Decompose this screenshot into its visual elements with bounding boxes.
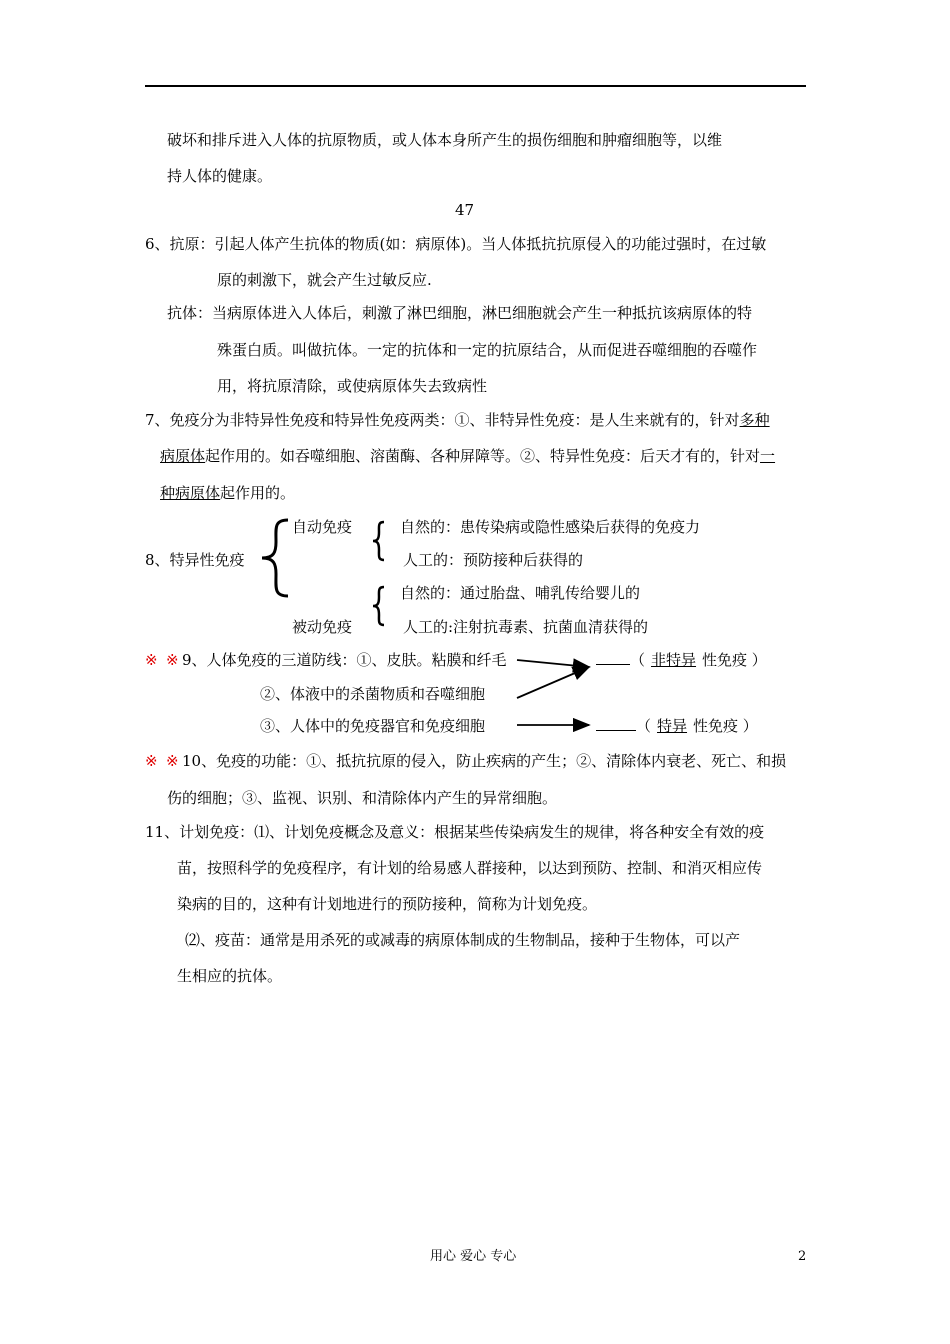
item7-line-1 (145, 410, 770, 430)
item9-line-2: ②、体液中的杀菌物质和吞噬细胞 (260, 685, 486, 703)
passive-immunity-label: 被动免疫 (292, 618, 353, 636)
passive-brace-icon (370, 585, 386, 627)
item7-line-3 (160, 483, 295, 503)
item9-line-1: 9、人体免疫的三道防线：①、皮肤。粘膜和纤毛 (182, 651, 507, 669)
item7-line-3-text: 起作用的。 (220, 484, 296, 502)
passive-natural: 自然的：通过胎盘、哺乳传给婴儿的 (400, 584, 641, 602)
vaccine-line-2: 生相应的抗体。 (177, 967, 283, 985)
item9-answer-2-close: 性免疫 ） (693, 717, 758, 735)
passive-artificial: 人工的:注射抗毒素、抗菌血清获得的 (403, 618, 649, 636)
item7-line-1-text: 7、免疫分为非特异性免疫和特异性免疫两类：①、非特异性免疫：是人生来就有的，针对 (145, 411, 740, 429)
page-number: 2 (798, 1249, 807, 1264)
arrow-right-icon (515, 718, 595, 732)
footer-slogan: 用心 爱心 专心 (430, 1249, 517, 1264)
item9-answer-nonspecific: 非特异 (651, 651, 697, 669)
item7-underline-one-pathogen: 种病原体 (160, 484, 221, 502)
item10-line-2: 伤的细胞；③、监视、识别、和清除体内产生的异常细胞。 (167, 789, 558, 807)
item7-underline-many-pathogens: 多种 (739, 411, 770, 429)
item9-mark-1: ※ (145, 651, 158, 669)
item11-line-1: 11、计划免疫：⑴、计划免疫概念及意义：根据某些传染病发生的规律，将各种安全有效的疫 (145, 823, 765, 841)
antibody-line-1: 抗体：当病原体进入人体后，刺激了淋巴细胞，淋巴细胞就会产生一种抵抗该病原体的特 (167, 304, 753, 322)
header-rule (145, 85, 806, 87)
item7-line-2-text: 起作用的。如吞噬细胞、溶菌酶、各种屏障等。②、特异性免疫：后天才有的，针对 (205, 447, 761, 465)
item10-mark-1: ※ (145, 752, 158, 770)
item9-blank-1 (596, 664, 630, 665)
active-immunity-label: 自动免疫 (292, 518, 353, 536)
item9-blank-2 (596, 730, 636, 731)
continuation-line-1: 破坏和排斥进入人体的抗原物质，或人体本身所产生的损伤细胞和肿瘤细胞等，以维 (167, 131, 723, 149)
big-brace-icon (256, 518, 292, 598)
item11-line-3: 染病的目的，这种有计划地进行的预防接种，简称为计划免疫。 (177, 895, 598, 913)
active-artificial: 人工的：预防接种后获得的 (403, 551, 584, 569)
item9-mark-2: ※ (166, 651, 179, 669)
item8-label: 8、特异性免疫 (145, 551, 245, 569)
item10-line-1: 10、免疫的功能：①、抵抗抗原的侵入，防止疾病的产生；②、清除体内衰老、死亡、和损 (182, 752, 787, 770)
active-natural: 自然的：患传染病或隐性感染后获得的免疫力 (400, 518, 701, 536)
item9-line-3: ③、人体中的免疫器官和免疫细胞 (260, 717, 486, 735)
item6-line-2: 原的刺激下，就会产生过敏反应. (217, 271, 432, 289)
item6-line-1: 6、抗原：引起人体产生抗体的物质(如：病原体)。当人体抵抗抗原侵入的功能过强时，在过敏 (145, 235, 767, 253)
item10-mark-2: ※ (166, 752, 179, 770)
item9-answer-1-open: （ (630, 651, 646, 669)
antibody-line-3: 用，将抗原清除，或使病原体失去致病性 (217, 377, 488, 395)
item9-answer-1-close: 性免疫 ） (702, 651, 767, 669)
arrow-merge-icon (515, 652, 595, 704)
item7-underline-pathogen: 病原体 (160, 447, 206, 465)
item11-line-2: 苗，按照科学的免疫程序，有计划的给易感人群接种，以达到预防、控制、和消灭相应传 (177, 859, 763, 877)
item7-underline-one: 一 (760, 447, 776, 465)
page-marker: 47 (455, 201, 475, 219)
item7-line-2 (160, 446, 775, 466)
item9-answer-2-open: （ (636, 717, 652, 735)
active-brace-icon (370, 520, 386, 562)
vaccine-line-1: ⑵、疫苗：通常是用杀死的或减毒的病原体制成的生物制品，接种于生物体，可以产 (185, 931, 741, 949)
antibody-line-2: 殊蛋白质。叫做抗体。一定的抗体和一定的抗原结合，从而促进吞噬细胞的吞噬作 (217, 341, 758, 359)
continuation-line-2: 持人体的健康。 (167, 167, 273, 185)
item9-answer-specific: 特异 (657, 717, 688, 735)
item9-answer-2 (596, 716, 758, 736)
item9-answer-1 (596, 650, 767, 670)
